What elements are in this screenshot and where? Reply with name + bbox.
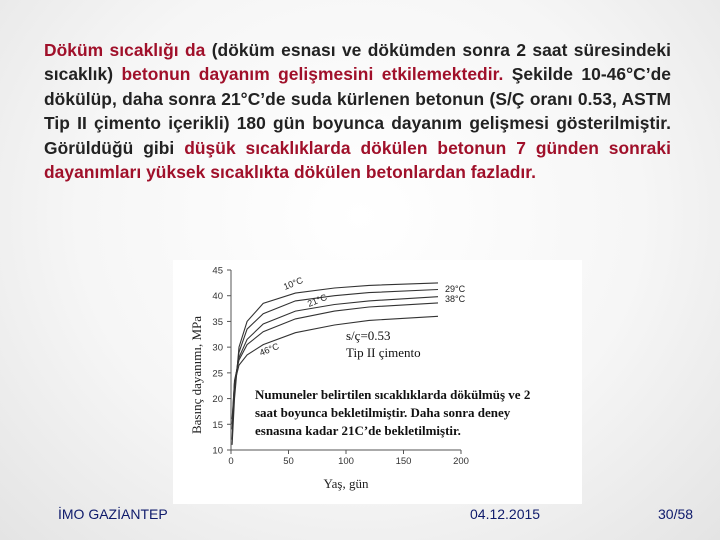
footer-date: 04.12.2015 [470,506,541,522]
chart-annotation-2: Numuneler belirtilen sıcaklıklarda dökülmüş ve 2 [255,387,531,402]
x-tick-label: 150 [395,456,412,467]
y-tick-label: 35 [212,316,223,328]
paragraph-segment-1: (döküm esnası ve dökümden sonra 2 saat süresindeki sıcaklık) [44,40,671,85]
chart-annotation-0: s/ç=0.53 [346,328,391,343]
paragraph-segment-4: düşük sıcaklıklarda dökülen betonun 7 günden sonraki dayanımları yüksek sıcaklıkta dökülen betonlardan fazladır. [44,137,672,183]
chart-svg [173,260,582,504]
x-tick-label: 0 [228,456,234,467]
y-tick-label: 15 [212,419,223,431]
chart-annotation-4: esnasına kadar 21C’de bekletilmiştir. [255,423,461,438]
y-axis-label: Basınç dayanımı, MPa [189,315,204,435]
footer-page-number: 30/58 [658,506,694,522]
body-paragraph [44,38,671,184]
y-tick-label: 25 [212,368,223,380]
paragraph-segment-0: Döküm sıcaklığı da [44,40,212,60]
y-tick-label: 40 [212,291,223,303]
y-tick-label: 10 [212,445,223,457]
paragraph-segment-3: Şekilde 10-46°C’de dökülüp, daha sonra 21°C’de suda kürlenen betonun (S/Ç oranı 0.53, ASTM Tip II çimento içerikli) 180 gün boyunca dayanım gelişmesi gösterilmiştir. Görüldüğü gibi [44,64,671,158]
series-label-2: 29°C [445,284,466,294]
y-tick-label: 20 [212,394,223,406]
series-label-1: 21°C [306,292,329,309]
paragraph-segment-2: betonun dayanım gelişmesini etkilemektedir. [121,64,512,85]
y-tick-label: 45 [212,265,223,277]
series-line-0 [232,283,438,445]
series-label-3: 38°C [445,294,466,304]
series-label-0: 10°C [282,275,305,292]
x-tick-label: 50 [283,456,294,467]
x-axis-label: Yaş, gün [323,476,369,491]
chart-annotation-3: saat boyunca bekletilmiştir. Daha sonra deney [255,405,511,420]
x-tick-label: 200 [453,456,469,467]
footer-organization: İMO GAZİANTEP [58,506,168,522]
y-tick-label: 30 [212,342,223,354]
strength-chart [173,260,582,504]
x-tick-label: 100 [338,456,354,467]
chart-annotation-1: Tip II çimento [346,345,421,360]
series-label-4: 46°C [258,341,281,358]
